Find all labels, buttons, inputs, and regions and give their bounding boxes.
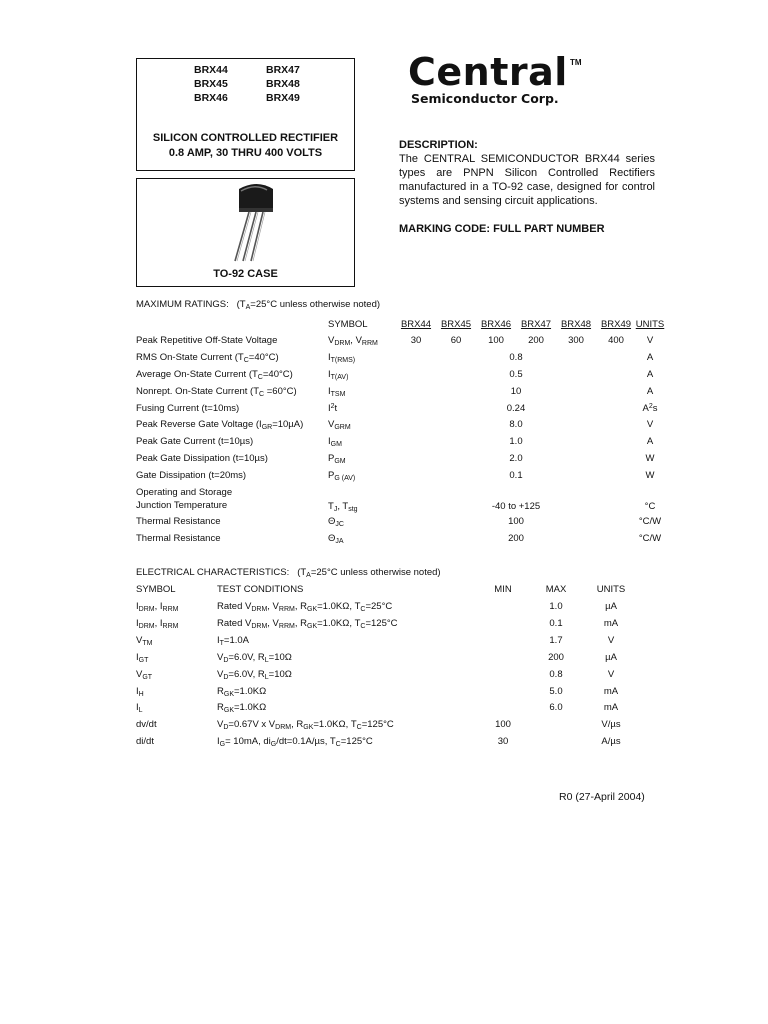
text-run: =125°C: [340, 736, 373, 748]
value: 8.0: [509, 419, 523, 430]
subscript: RRM: [162, 622, 179, 630]
text-run: °C: [644, 501, 656, 512]
subscript: RRM: [361, 340, 378, 347]
max-value: 0.8: [549, 668, 563, 680]
parameter-name: [136, 419, 303, 431]
unit: [632, 386, 668, 397]
text-run: =1.0KΩ, T: [313, 719, 357, 731]
max-value: 5.0: [549, 685, 563, 697]
text-run: dv/dt: [136, 719, 157, 731]
ec-units-header: UNITS: [596, 584, 626, 595]
trademark-mark: TM: [570, 58, 582, 67]
ec-symbol-header: SYMBOL: [136, 584, 176, 595]
text-run: =40°C): [248, 352, 279, 363]
value: 30: [410, 335, 422, 346]
subscript: RRM: [278, 606, 295, 613]
text-run: T: [328, 501, 334, 512]
parameter-name: [136, 470, 246, 481]
symbol: [328, 436, 342, 448]
subscript: C: [356, 724, 362, 732]
parameter-name: [136, 453, 268, 464]
text-run: Gate Dissipation (t=20ms): [136, 470, 247, 481]
text-run: =10µA): [272, 419, 304, 430]
text-run: di/dt: [136, 736, 154, 748]
text-run: V: [328, 335, 335, 346]
column-header: UNITS: [635, 319, 665, 330]
symbol: [328, 335, 378, 347]
ec-symbol: [136, 719, 157, 730]
unit: [632, 369, 668, 380]
subscript: GK: [223, 690, 234, 698]
text-run: V: [217, 668, 224, 680]
ec-max-header: MAX: [545, 584, 567, 595]
value: 400: [608, 335, 624, 346]
unit: mA: [603, 702, 619, 714]
symbol: [328, 453, 346, 465]
ec-symbol: [136, 601, 178, 613]
subscript: G (AV): [334, 475, 356, 482]
unit: µA: [605, 601, 617, 612]
max-value: 6.0: [549, 702, 563, 714]
text-run: =125°C: [365, 617, 398, 629]
subscript: DRM: [275, 724, 292, 732]
max-value: 200: [548, 651, 564, 663]
text-run: Thermal Resistance: [136, 533, 221, 544]
text-run: =1.0KΩ, T: [317, 601, 361, 612]
subscript: C: [259, 391, 265, 398]
text-run: V: [328, 419, 335, 430]
text-run: Θ: [328, 533, 336, 544]
subscript: G: [219, 741, 226, 749]
description-title: DESCRIPTION:: [399, 139, 478, 151]
column-header: BRX49: [600, 319, 632, 330]
unit: V: [607, 668, 615, 680]
unit: [632, 516, 668, 527]
text-run: Θ: [328, 516, 336, 527]
text-run: s: [652, 403, 658, 414]
symbol: [328, 419, 351, 431]
text-run: V: [217, 651, 224, 663]
test-condition: [217, 719, 394, 731]
unit: V/µs: [601, 719, 621, 731]
min-value: 100: [495, 719, 511, 731]
value: 300: [568, 335, 584, 346]
product-title: SILICON CONTROLLED RECTIFIER: [152, 132, 339, 144]
unit: [632, 470, 668, 481]
symbol: [328, 470, 355, 482]
text-run: P: [328, 453, 335, 464]
text-run: I: [136, 601, 139, 612]
value: 0.24: [506, 403, 526, 414]
part-number: BRX48: [266, 78, 300, 90]
unit: [632, 335, 668, 346]
subscript: DRM: [251, 606, 268, 613]
symbol: [328, 533, 344, 545]
subscript: GM: [334, 458, 346, 465]
text-run: =6.0V, R: [228, 668, 265, 680]
unit: [632, 533, 668, 544]
text-run: Peak Reverse Gate Voltage (I: [136, 419, 262, 430]
subscript: G: [270, 741, 277, 749]
subscript: C: [335, 741, 341, 749]
text-run: V: [646, 419, 654, 430]
part-number: BRX47: [266, 64, 300, 76]
text-run: I: [328, 436, 331, 447]
text-run: V: [136, 668, 143, 680]
ec-symbol: [136, 652, 148, 664]
subscript: L: [138, 707, 143, 715]
subscript: DRM: [251, 622, 268, 630]
parameter-name: Junction Temperature: [136, 500, 228, 511]
column-header: BRX47: [520, 319, 552, 330]
unit: [632, 419, 668, 430]
text-run: A: [642, 403, 649, 414]
text-run: Peak Repetitive Off-State Voltage: [136, 335, 278, 346]
unit: µA: [605, 651, 617, 663]
column-header: BRX48: [560, 319, 592, 330]
unit: [632, 453, 668, 464]
symbol: [328, 501, 358, 513]
text-run: I: [136, 685, 139, 697]
unit: [632, 352, 668, 363]
test-condition: [217, 618, 398, 630]
subscript: DRM: [334, 340, 351, 347]
text-run: Operating and Storage: [136, 487, 233, 498]
text-run: R: [217, 702, 224, 714]
unit: [632, 436, 668, 447]
text-run: Peak Gate Current (t=10µs): [136, 436, 254, 447]
subscript: D: [223, 656, 229, 664]
text-run: Peak Gate Dissipation (t=10µs): [136, 453, 268, 464]
text-run: , T: [337, 501, 349, 512]
value: 1.0: [509, 436, 523, 447]
text-run: , V: [267, 617, 279, 629]
text-run: , R: [294, 617, 307, 629]
test-condition: [217, 686, 266, 698]
subscript: GK: [223, 707, 234, 715]
text-run: , R: [294, 601, 307, 612]
subscript: TM: [142, 639, 153, 647]
column-header: BRX44: [400, 319, 432, 330]
text-run: Thermal Resistance: [136, 516, 221, 527]
ec-symbol: [136, 635, 152, 647]
text-run: =60°C): [264, 386, 297, 397]
value: -40 to +125: [491, 501, 541, 512]
ec-symbol: [136, 686, 144, 698]
text-run: R: [217, 685, 224, 697]
symbol: [328, 403, 337, 414]
subscript: D: [223, 673, 229, 681]
value: 0.5: [509, 369, 523, 380]
text-run: A: [646, 369, 654, 380]
ec-test-header: TEST CONDITIONS: [217, 584, 304, 595]
text-run: , I: [154, 617, 163, 629]
ec-min-header: MIN: [494, 584, 512, 595]
text-run: =25°C: [365, 601, 393, 612]
symbol-header: SYMBOL: [328, 319, 368, 330]
case-box: [136, 178, 355, 287]
subscript: T: [219, 639, 224, 647]
superscript: 2: [648, 403, 653, 410]
text-run: I: [136, 651, 139, 663]
text-run: A: [646, 436, 654, 447]
symbol: [328, 386, 345, 398]
parameter-name: [136, 403, 239, 414]
product-subtitle: 0.8 AMP, 30 THRU 400 VOLTS: [168, 147, 323, 159]
parameter-name: [136, 487, 232, 498]
test-condition: [217, 652, 292, 664]
subscript: C: [243, 357, 249, 364]
column-header: BRX45: [440, 319, 472, 330]
part-number: BRX45: [194, 78, 228, 90]
value: 10: [510, 386, 522, 397]
symbol: [328, 352, 355, 364]
text-run: , R: [291, 719, 304, 731]
unit: [632, 501, 668, 512]
subscript: C: [360, 606, 366, 613]
subscript: GT: [142, 673, 153, 681]
parameter-name: [136, 369, 293, 381]
text-run: Rated V: [217, 617, 252, 629]
text-run: I: [217, 634, 220, 646]
marking-code: MARKING CODE: FULL PART NUMBER: [399, 223, 605, 235]
parameter-name: [136, 516, 220, 527]
revision-note: R0 (27-April 2004): [559, 791, 645, 803]
text-run: P: [328, 470, 335, 481]
parameter-name: [136, 436, 253, 447]
text-run: =0.67V x V: [228, 719, 276, 731]
subscript: GR: [261, 424, 273, 431]
text-run: =40°C): [262, 369, 293, 380]
text-run: , V: [267, 601, 279, 612]
value: 60: [450, 335, 462, 346]
text-run: A: [646, 352, 654, 363]
text-run: A: [646, 386, 654, 397]
text-run: /dt=0.1A/µs, T: [276, 736, 336, 748]
text-run: I: [136, 617, 139, 629]
parameter-name: [136, 335, 277, 346]
text-run: , I: [154, 601, 163, 612]
text-run: °C/W: [638, 533, 662, 544]
text-run: V: [217, 719, 224, 731]
max-value: 1.0: [549, 601, 563, 612]
unit: mA: [603, 617, 619, 629]
subscript: JC: [335, 521, 344, 528]
test-condition: [217, 635, 249, 647]
text-run: =10Ω: [268, 668, 292, 680]
max-ratings-title: MAXIMUM RATINGS: ($T_A=25^\circ C$ unless otherwise noted): [136, 299, 381, 311]
subscript: T(AV): [330, 374, 349, 381]
ec-symbol: [136, 736, 154, 747]
to92-package-icon: [227, 181, 287, 263]
value: 0.1: [509, 470, 523, 481]
text-run: =1.0A: [223, 634, 250, 646]
subscript: stg: [348, 506, 358, 513]
text-run: I: [217, 736, 220, 748]
parameter-name: [136, 533, 220, 544]
subscript: RRM: [162, 606, 179, 613]
part-number: BRX49: [266, 92, 300, 104]
min-value: 30: [497, 736, 509, 748]
text-run: Rated V: [217, 601, 252, 612]
value: 0.8: [509, 352, 523, 363]
test-condition: [217, 601, 392, 613]
text-run: W: [645, 453, 655, 464]
text-run: Fusing Current (t=10ms): [136, 403, 240, 414]
max-value: 0.1: [549, 617, 563, 629]
text-run: =1.0KΩ: [234, 702, 267, 714]
subscript: J: [333, 506, 338, 513]
part-number: BRX46: [194, 92, 228, 104]
symbol: [328, 516, 344, 528]
description-text: The CENTRAL SEMICONDUCTOR BRX44 series types are PNPN Silicon Controlled Rectifiers manufactured in a TO-92 case, designed for control systems and sensing circuit applications.: [399, 153, 655, 207]
test-condition: [217, 702, 266, 714]
test-condition: [217, 669, 292, 681]
text-run: Average On-State Current (T: [136, 369, 258, 380]
subscript: GK: [303, 724, 314, 732]
text-run: , V: [350, 335, 362, 346]
subscript: TSM: [330, 391, 346, 398]
text-run: V: [646, 335, 654, 346]
parameter-name: [136, 352, 279, 364]
electrical-title: ELECTRICAL CHARACTERISTICS: ($T_A=25^\circ C$ unless otherwise noted): [136, 567, 441, 579]
brand-subtitle: Semiconductor Corp.: [411, 91, 559, 106]
value: 100: [508, 516, 524, 527]
unit: [632, 403, 668, 414]
value: 200: [508, 533, 524, 544]
subscript: H: [138, 690, 144, 698]
text-run: °C/W: [638, 516, 662, 527]
text-run: =1.0KΩ: [234, 685, 267, 697]
subscript: GT: [138, 656, 149, 664]
text-run: I: [328, 403, 331, 414]
unit: V: [607, 634, 615, 646]
subscript: T(RMS): [330, 357, 356, 364]
text-run: =10Ω: [268, 651, 292, 663]
unit: A/µs: [601, 736, 621, 748]
text-run: t: [334, 403, 338, 414]
text-run: I: [328, 352, 331, 363]
subscript: C: [360, 622, 366, 630]
subscript: L: [264, 656, 269, 664]
ec-symbol: [136, 702, 143, 714]
test-condition: [217, 736, 373, 748]
subscript: C: [257, 374, 263, 381]
text-run: I: [136, 702, 139, 714]
value: 200: [528, 335, 544, 346]
text-run: = 10mA, di: [225, 736, 271, 748]
text-run: =6.0V, R: [228, 651, 265, 663]
part-number: BRX44: [194, 64, 228, 76]
brand-logo: Central: [408, 50, 568, 94]
text-run: W: [645, 470, 655, 481]
subscript: GK: [307, 622, 318, 630]
value: 2.0: [509, 453, 523, 464]
ec-symbol: [136, 669, 152, 681]
text-run: I: [328, 386, 331, 397]
text-run: I: [328, 369, 331, 380]
ec-symbol: [136, 618, 178, 630]
subscript: GRM: [334, 424, 351, 431]
symbol: [328, 369, 348, 381]
text-run: V: [136, 634, 143, 646]
text-run: RMS On-State Current (T: [136, 352, 244, 363]
text-run: Nonrept. On-State Current (T: [136, 386, 260, 397]
subscript: GK: [307, 606, 318, 613]
part-number-box: [136, 58, 355, 171]
unit: mA: [603, 685, 619, 697]
text-run: =1.0KΩ, T: [317, 617, 361, 629]
subscript: RRM: [278, 622, 295, 630]
subscript: DRM: [138, 622, 155, 630]
superscript: 2: [330, 403, 335, 410]
subscript: GM: [330, 441, 342, 448]
value: 100: [488, 335, 504, 346]
max-value: 1.7: [549, 634, 563, 646]
subscript: JA: [335, 538, 344, 545]
parameter-name: [136, 386, 297, 398]
subscript: D: [223, 724, 229, 732]
case-label: TO-92 CASE: [213, 268, 278, 280]
subscript: L: [264, 673, 269, 681]
subscript: DRM: [138, 606, 155, 613]
column-header: BRX46: [480, 319, 512, 330]
text-run: =125°C: [361, 719, 394, 731]
